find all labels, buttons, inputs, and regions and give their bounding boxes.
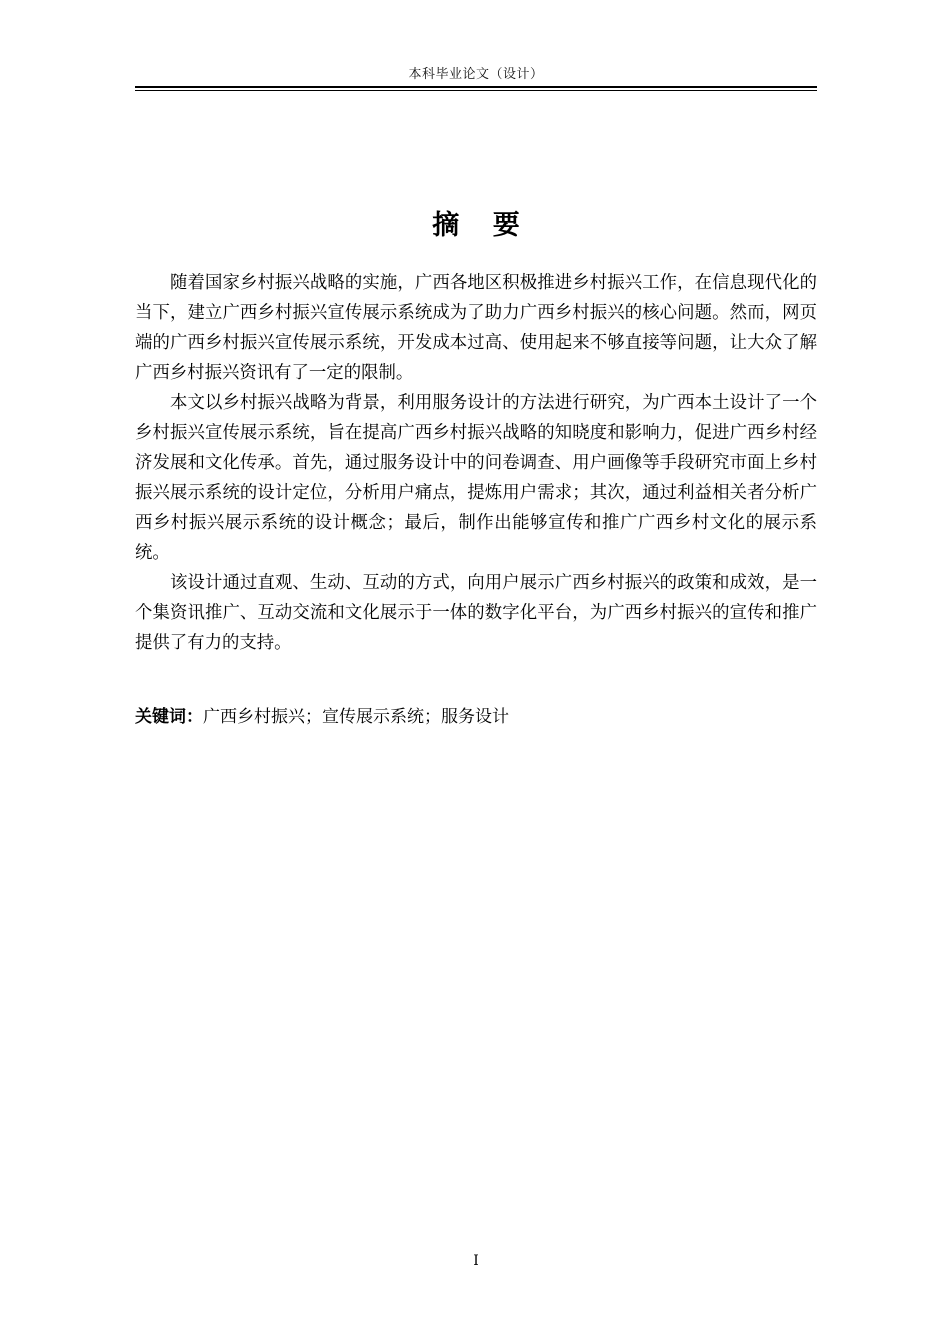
header-rule-thick — [135, 86, 817, 88]
header-rule-thin — [135, 90, 817, 91]
keywords-line — [135, 702, 817, 732]
running-header: 本科毕业论文（设计） — [408, 67, 544, 82]
abstract-body — [135, 268, 817, 658]
abstract-title: 摘 要 — [432, 210, 532, 241]
abstract-paragraph-3: 该设计通过直观、生动、互动的方式，向用户展示广西乡村振兴的政策和成效，是一个集资讯推广、互动交流和文化展示于一体的数字化平台，为广西乡村振兴的宣传和推广提供了有力的支持。 — [135, 573, 817, 653]
page-number: I — [473, 1253, 479, 1269]
abstract-paragraph-2: 本文以乡村振兴战略为背景，利用服务设计的方法进行研究，为广西本土设计了一个乡村振兴宣传展示系统，旨在提高广西乡村振兴战略的知晓度和影响力，促进广西乡村经济发展和文化传承。首先，通过服务设计中的问卷调查、用户画像等手段研究市面上乡村振兴展示系统的设计定位，分析用户痛点，提炼用户需求；其次，通过利益相关者分析广西乡村振兴展示系统的设计概念；最后，制作出能够宣传和推广广西乡村文化的展示系统。 — [135, 393, 817, 563]
keywords-value: 广西乡村振兴；宣传展示系统；服务设计 — [203, 707, 509, 727]
keywords-label: 关键词： — [135, 707, 203, 727]
abstract-paragraph-1: 随着国家乡村振兴战略的实施，广西各地区积极推进乡村振兴工作，在信息现代化的当下，建立广西乡村振兴宣传展示系统成为了助力广西乡村振兴的核心问题。然而，网页端的广西乡村振兴宣传展示系统，开发成本过高、使用起来不够直接等问题，让大众了解广西乡村振兴资讯有了一定的限制。 — [135, 273, 817, 383]
